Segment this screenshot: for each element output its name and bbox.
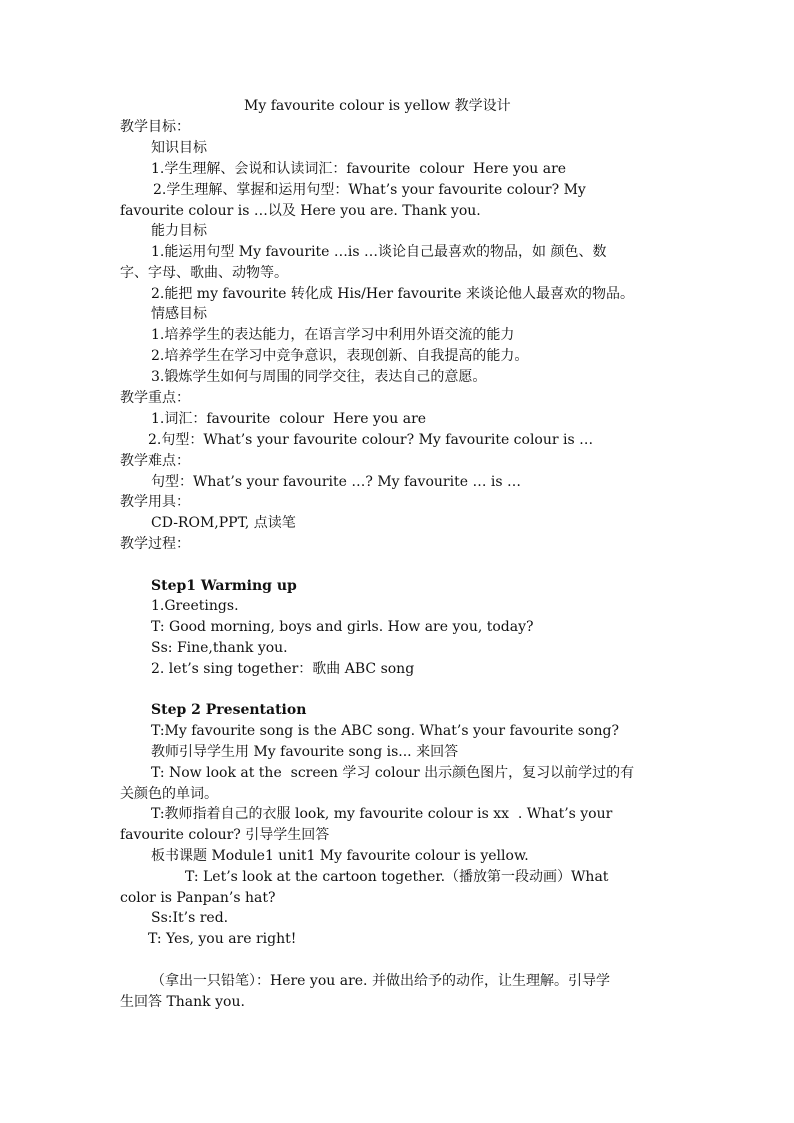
- step1-line-1: 1.Greetings.: [151, 598, 239, 614]
- document-title: My favourite colour is yellow 教学设计: [244, 98, 511, 114]
- emotion-item-2: 2.培养学生在学习中竞争意识，表现创新、自我提高的能力。: [151, 348, 529, 364]
- step2-heading: Step 2 Presentation: [151, 702, 307, 718]
- step1-line-4: 2. let’s sing together：歌曲 ABC song: [151, 661, 415, 677]
- step1-line-2: T: Good morning, boys and girls. How are you, today?: [151, 619, 534, 635]
- key-points-item-1: 1.词汇：favourite colour Here you are: [151, 411, 427, 427]
- step2-line-1: T:My favourite song is the ABC song. What’s your favourite song?: [151, 723, 619, 739]
- step2-line-2: 教师引导学生用 My favourite song is... 来回答: [151, 744, 459, 760]
- difficult-points-heading: 教学难点：: [120, 453, 190, 469]
- difficult-points-item-1: 句型：What’s your favourite …? My favourite … is …: [151, 474, 522, 490]
- knowledge-item-2-line-2: favourite colour is …以及 Here you are. Thank you.: [120, 203, 481, 219]
- step2-line-7: Ss:It’s red.: [151, 910, 229, 926]
- emotion-heading: 情感目标: [151, 306, 207, 322]
- step2-line-8: T: Yes, you are right!: [148, 931, 297, 947]
- knowledge-item-1: 1.学生理解、会说和认读词汇：favourite colour Here you are: [151, 161, 567, 177]
- ability-item-2: 2.能把 my favourite 转化成 His/Her favourite 来谈论他人最喜欢的物品。: [151, 286, 634, 302]
- step2-line-6-part-2: color is Panpan’s hat?: [120, 890, 276, 906]
- step2-line-5: 板书课题 Module1 unit1 My favourite colour is yellow.: [151, 848, 529, 864]
- knowledge-item-2-line-1: 2.学生理解、掌握和运用句型：What’s your favourite colour? My: [153, 182, 586, 198]
- ability-item-1-line-1: 1.能运用句型 My favourite …is …谈论自己最喜欢的物品，如 颜色、数: [151, 244, 607, 260]
- process-heading: 教学过程：: [120, 536, 190, 552]
- step2-line-6-part-1: T: Let’s look at the cartoon together.（播放第一段动画）What: [185, 869, 609, 885]
- step2-line-3-part-2: 关颜色的单词。: [120, 786, 218, 802]
- objectives-heading: 教学目标：: [120, 119, 190, 135]
- step2-line-9-part-2: 生回答 Thank you.: [120, 994, 245, 1010]
- step2-line-3-part-1: T: Now look at the screen 学习 colour 出示颜色图片，复习以前学过的有: [151, 765, 635, 781]
- key-points-heading: 教学重点：: [120, 390, 190, 406]
- step2-line-9-part-1: （拿出一只铅笔）：Here you are. 并做出给予的动作，让生理解。引导学: [151, 973, 610, 989]
- emotion-item-1: 1.培养学生的表达能力，在语言学习中利用外语交流的能力: [151, 327, 515, 343]
- step1-heading: Step1 Warming up: [151, 578, 297, 594]
- knowledge-heading: 知识目标: [151, 140, 207, 156]
- emotion-item-3: 3.锻炼学生如何与周围的同学交往，表达自己的意愿。: [151, 369, 487, 385]
- ability-item-1-line-2: 字、字母、歌曲、动物等。: [120, 265, 288, 281]
- tools-item-1: CD-ROM,PPT, 点读笔: [151, 515, 296, 531]
- step2-line-4-part-1: T:教师指着自己的衣服 look, my favourite colour is xx . What’s your: [151, 806, 613, 822]
- key-points-item-2: 2.句型：What’s your favourite colour? My favourite colour is …: [148, 432, 594, 448]
- ability-heading: 能力目标: [151, 223, 207, 239]
- step1-line-3: Ss: Fine,thank you.: [151, 640, 288, 656]
- step2-line-4-part-2: favourite colour? 引导学生回答: [120, 827, 330, 843]
- tools-heading: 教学用具：: [120, 494, 190, 510]
